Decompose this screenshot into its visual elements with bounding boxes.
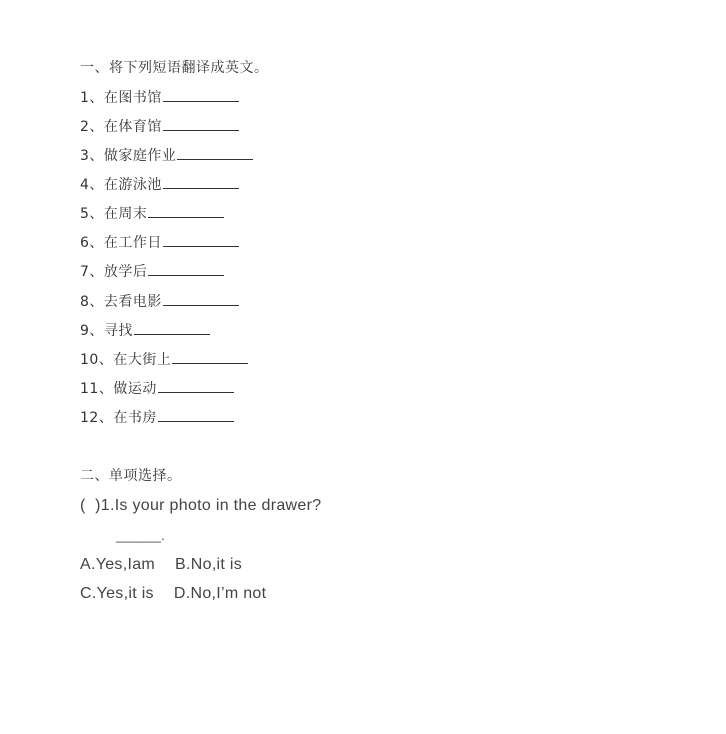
answer-blank: [158, 378, 234, 393]
item-text: 12、在书房: [80, 410, 157, 426]
answer-blank: [148, 203, 224, 218]
item-text: 2、在体育馆: [80, 119, 162, 135]
answer-blank: [158, 407, 234, 422]
item-text: 4、在游泳池: [80, 177, 162, 193]
option-b: B.No,it is: [175, 556, 243, 573]
answer-blank: [163, 232, 239, 247]
translation-item: [80, 320, 210, 341]
item-text: 7、放学后: [80, 264, 148, 280]
answer-blank: [163, 116, 239, 131]
item-text: 11、做运动: [80, 381, 157, 397]
translation-item: [80, 174, 239, 195]
translation-item: [80, 291, 239, 312]
translation-item: [80, 87, 239, 108]
answer-blank: [134, 320, 210, 335]
translation-item: [80, 378, 234, 399]
translation-item: [80, 145, 253, 166]
answer-blank: [163, 291, 239, 306]
answer-blank: [177, 145, 253, 160]
answer-blank: [163, 87, 239, 102]
item-text: 3、做家庭作业: [80, 148, 177, 164]
question-answer-blank: ______.: [116, 528, 166, 543]
section-2-heading: 二、单项选择。: [80, 468, 182, 484]
translation-item: [80, 203, 224, 224]
options-row-2: [80, 584, 266, 604]
question-1: ( )1.Is your photo in the drawer?: [80, 497, 322, 514]
translation-item: [80, 232, 239, 253]
section-1-heading: 一、将下列短语翻译成英文。: [80, 60, 269, 76]
translation-item: [80, 349, 248, 370]
item-text: 10、在大街上: [80, 352, 172, 368]
translation-item: [80, 407, 234, 428]
options-row-1: [80, 555, 242, 575]
answer-blank: [148, 261, 224, 276]
option-d: D.No,I’m not: [173, 585, 267, 602]
item-text: 1、在图书馆: [80, 90, 162, 106]
translation-item: [80, 116, 239, 137]
item-text: 9、寻找: [80, 323, 133, 339]
translation-item: [80, 261, 224, 282]
item-text: 5、在周末: [80, 206, 148, 222]
item-text: 6、在工作日: [80, 235, 162, 251]
answer-blank: [172, 349, 248, 364]
option-a: A.Yes,Iam: [80, 556, 156, 573]
item-text: 8、去看电影: [80, 294, 162, 310]
option-c: C.Yes,it is: [80, 585, 154, 602]
answer-blank: [163, 174, 239, 189]
